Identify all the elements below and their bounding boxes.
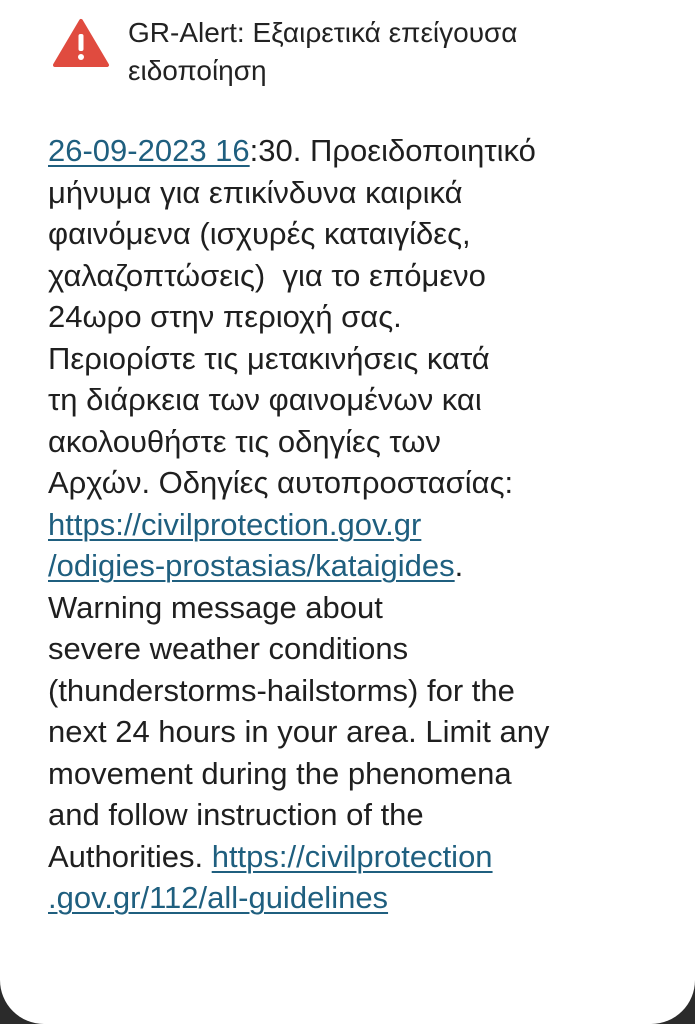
message-line-19 <box>48 877 658 919</box>
civilprotection-kataigides-link-continued[interactable]: /odigies-prostasias/kataigides <box>48 548 455 583</box>
message-line-1-text: :30. Προειδοποιητικό <box>249 133 536 168</box>
date-link[interactable]: 26-09-2023 16 <box>48 133 250 168</box>
message-line-17: and follow instruction of the <box>48 797 424 832</box>
message-line-1 <box>48 130 658 172</box>
link-period: . <box>454 548 464 583</box>
message-line-14: (thunderstorms-hailstorms) for the <box>48 672 515 708</box>
alert-title <box>128 14 518 90</box>
message-line-4: χαλαζοπτώσεις) για το επόμενο <box>48 257 486 293</box>
message-line-15: next 24 hours in your area. Limit any <box>48 714 550 749</box>
civilprotection-kataigides-link[interactable]: https://civilprotection.gov.gr <box>48 506 422 542</box>
alert-header <box>52 14 652 90</box>
warning-triangle-icon <box>52 18 110 68</box>
message-line-7: τη διάρκεια των φαινομένων και <box>48 382 482 417</box>
message-line-6: Περιορίστε τις μετακινήσεις κατά <box>48 340 490 376</box>
civilprotection-112-link[interactable]: https://civilprotection <box>211 838 493 874</box>
message-line-18 <box>48 836 658 878</box>
message-line-3: φαινόμενα (ισχυρές καταιγίδες, <box>48 216 471 251</box>
alert-title-line-1: GR-Alert: Εξαιρετικά επείγουσα <box>128 17 518 48</box>
message-line-16: movement during the phenomena <box>48 755 512 791</box>
guidelines-link-line-1 <box>48 504 658 546</box>
guidelines-link-line-2 <box>48 545 658 587</box>
alert-title-line-2: ειδοποίηση <box>128 55 267 86</box>
authorities-text: Authorities. <box>48 838 212 874</box>
message-line-5: 24ωρο στην περιοχή σας. <box>48 299 402 334</box>
message-line-8: ακολουθήστε τις οδηγίες των <box>48 423 441 459</box>
civilprotection-112-link-continued[interactable]: .gov.gr/112/all-guidelines <box>48 880 389 915</box>
alert-message <box>48 130 658 919</box>
message-line-12: Warning message about <box>48 589 383 625</box>
message-line-9: Αρχών. Οδηγίες αυτοπροστασίας: <box>48 465 514 500</box>
message-line-2: μήνυμα για επικίνδυνα καιρικά <box>48 174 463 210</box>
message-line-13: severe weather conditions <box>48 631 409 666</box>
